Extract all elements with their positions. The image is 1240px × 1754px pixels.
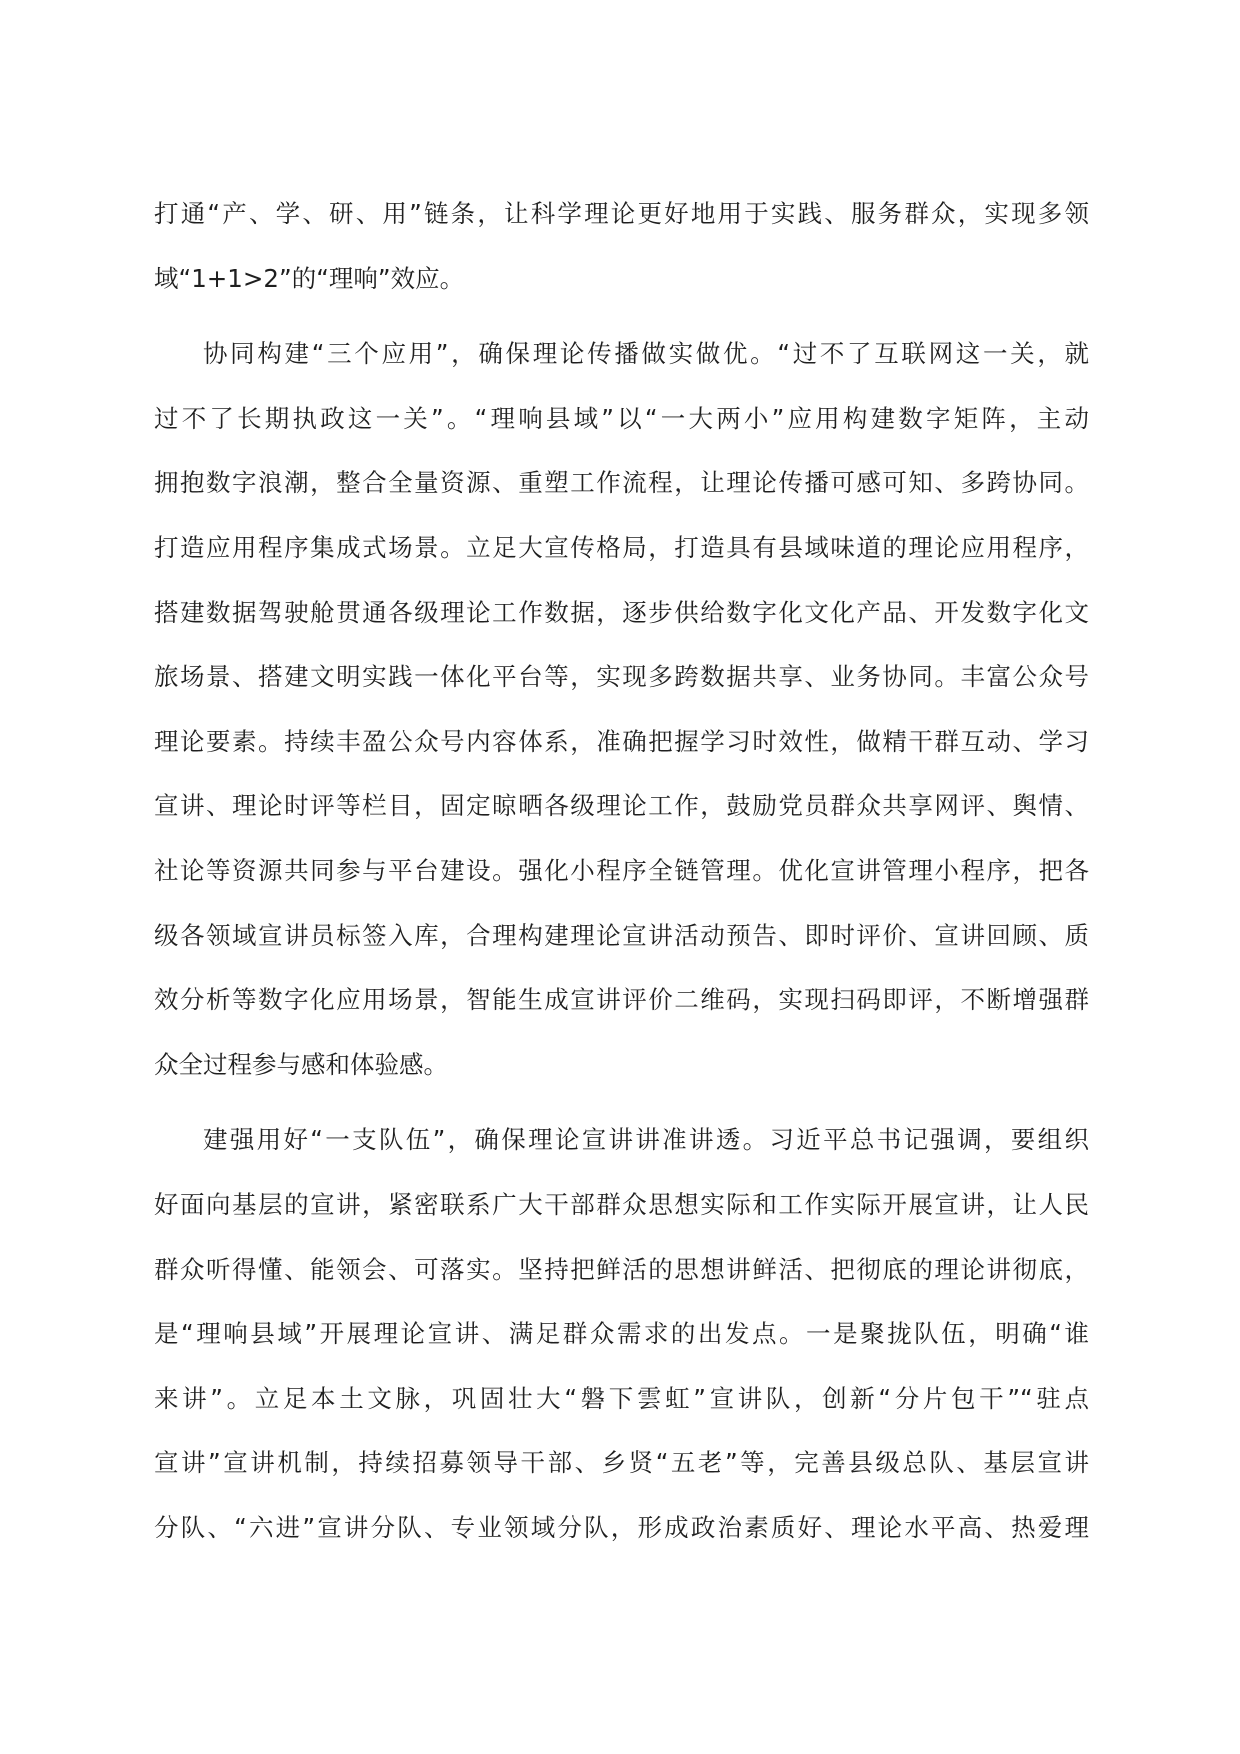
text-line: 是“理响县域”开展理论宣讲、满足群众需求的出发点。一是聚拢队伍，明确“谁 xyxy=(154,1319,1089,1349)
paragraph-3 xyxy=(154,1108,1089,1560)
document-body xyxy=(154,182,1089,1560)
text-line: 好面向基层的宣讲，紧密联系广大干部群众思想实际和工作实际开展宣讲，让人民 xyxy=(154,1189,1089,1219)
text-line: 打造应用程序集成式场景。立足大宣传格局，打造具有县域味道的理论应用程序， xyxy=(154,532,1089,562)
text-line: 拥抱数字浪潮，整合全量资源、重塑工作流程，让理论传播可感可知、多跨协同。 xyxy=(154,468,1089,498)
text-line: 分队、“六进”宣讲分队、专业领域分队，形成政治素质好、理论水平高、热爱理 xyxy=(154,1512,1089,1542)
paragraph-2 xyxy=(154,322,1089,1097)
text-line: 群众听得懂、能领会、可落实。坚持把鲜活的思想讲鲜活、把彻底的理论讲彻底， xyxy=(154,1254,1089,1284)
text-line: 宣讲、理论时评等栏目，固定晾晒各级理论工作，鼓励党员群众共享网评、舆情、 xyxy=(154,791,1089,821)
text-line: 级各领域宣讲员标签入库，合理构建理论宣讲活动预告、即时评价、宣讲回顾、质 xyxy=(154,920,1089,950)
text-line: 效分析等数字化应用场景，智能生成宣讲评价二维码，实现扫码即评，不断增强群 xyxy=(154,985,1089,1015)
text-line: 搭建数据驾驶舱贯通各级理论工作数据，逐步供给数字化文化产品、开发数字化文 xyxy=(154,597,1089,627)
text-line: 社论等资源共同参与平台建设。强化小程序全链管理。优化宣讲管理小程序，把各 xyxy=(154,855,1089,885)
text-line: 协同构建“三个应用”，确保理论传播做实做优。“过不了互联网这一关，就 xyxy=(203,339,1089,369)
text-line: 理论要素。持续丰盈公众号内容体系，准确把握学习时效性，做精干群互动、学习 xyxy=(154,726,1089,756)
text-line: 过不了长期执政这一关”。“理响县域”以“一大两小”应用构建数字矩阵，主动 xyxy=(154,403,1089,433)
text-line: 宣讲”宣讲机制，持续招募领导干部、乡贤“五老”等，完善县级总队、基层宣讲 xyxy=(154,1448,1089,1478)
text-line: 建强用好“一支队伍”，确保理论宣讲讲准讲透。习近平总书记强调，要组织 xyxy=(203,1125,1089,1155)
text-line: 旅场景、搭建文明实践一体化平台等，实现多跨数据共享、业务协同。丰富公众号 xyxy=(154,662,1089,692)
paragraph-1 xyxy=(154,182,1089,311)
text-line: 来讲”。立足本土文脉，巩固壮大“磐下雲虹”宣讲队，创新“分片包干”“驻点 xyxy=(154,1383,1089,1413)
text-line: 域“1+1>2”的“理响”效应。 xyxy=(154,263,465,293)
text-line: 打通“产、学、研、用”链条，让科学理论更好地用于实践、服务群众，实现多领 xyxy=(154,199,1089,228)
text-line: 众全过程参与感和体验感。 xyxy=(154,1049,448,1079)
